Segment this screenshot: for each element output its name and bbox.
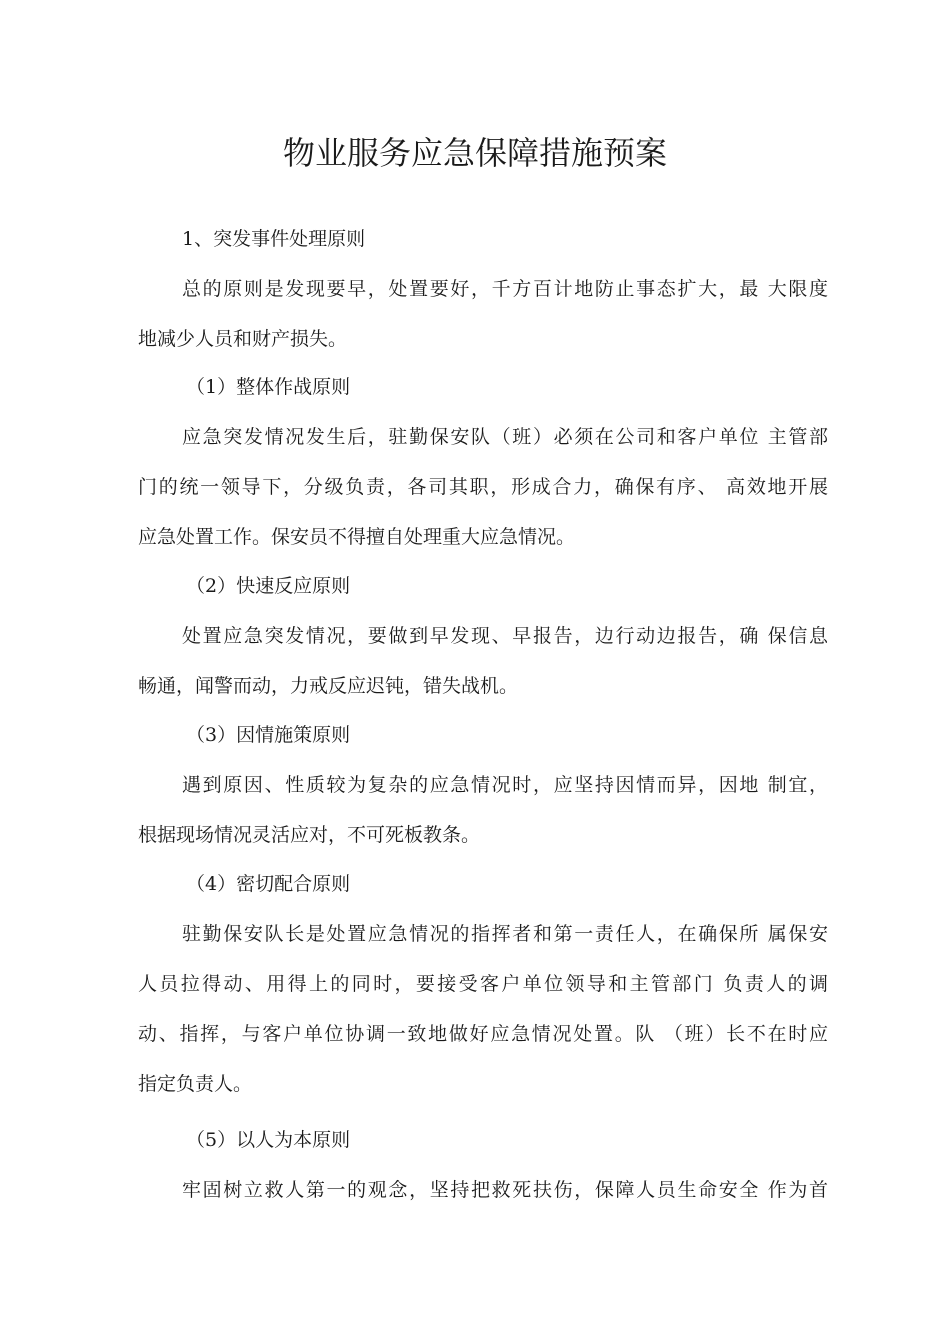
paragraph-line: 应急处置工作。保安员不得擅自处理重大应急情况。 xyxy=(138,526,576,548)
document-title: 物业服务应急保障措施预案 xyxy=(282,134,667,172)
paragraph-line: 驻勤保安队长是处置应急情况的指挥者和第一责任人，在确保所 属保安 xyxy=(182,923,828,945)
principle-heading: （4）密切配合原则 xyxy=(186,873,351,895)
paragraph-line: 总的原则是发现要早，处置要好，千方百计地防止事态扩大，最 大限度 xyxy=(182,278,828,300)
principle-heading: （5）以人为本原则 xyxy=(186,1129,351,1151)
paragraph-line: 畅通，闻警而动，力戒反应迟钝，错失战机。 xyxy=(138,675,519,697)
principle-4 xyxy=(138,859,828,1109)
paragraph-line: 应急突发情况发生后，驻勤保安队（班）必须在公司和客户单位 主管部 xyxy=(182,426,828,448)
principle-2 xyxy=(138,561,828,711)
paragraph-line: 指定负责人。 xyxy=(138,1073,253,1095)
principle-5 xyxy=(138,1115,828,1215)
section-heading-block xyxy=(138,214,828,264)
principle-3 xyxy=(138,710,828,860)
paragraph-line: 遇到原因、性质较为复杂的应急情况时，应坚持因情而异，因地 制宜， xyxy=(182,774,828,796)
paragraph-line: 处置应急突发情况，要做到早发现、早报告，边行动边报告，确 保信息 xyxy=(182,625,828,647)
paragraph-line: 牢固树立救人第一的观念，坚持把救死扶伤，保障人员生命安全 作为首 xyxy=(182,1179,828,1201)
paragraph-line: 门的统一领导下，分级负责，各司其职，形成合力，确保有序、 高效地开展 xyxy=(138,476,828,498)
principle-heading: （1）整体作战原则 xyxy=(186,376,351,398)
principle-1 xyxy=(138,362,828,562)
paragraph-line: 地减少人员和财产损失。 xyxy=(138,328,348,350)
paragraph-line: 人员拉得动、用得上的同时，要接受客户单位领导和主管部门 负责人的调 xyxy=(138,973,828,995)
paragraph-line: 动、指挥，与客户单位协调一致地做好应急情况处置。队 （班）长不在时应 xyxy=(138,1023,828,1045)
section-heading: 1、突发事件处理原则 xyxy=(182,228,366,250)
paragraph-line: 根据现场情况灵活应对，不可死板教条。 xyxy=(138,824,481,846)
intro-paragraph xyxy=(138,264,828,364)
principle-heading: （3）因情施策原则 xyxy=(186,724,351,746)
principle-heading: （2）快速反应原则 xyxy=(186,575,351,597)
